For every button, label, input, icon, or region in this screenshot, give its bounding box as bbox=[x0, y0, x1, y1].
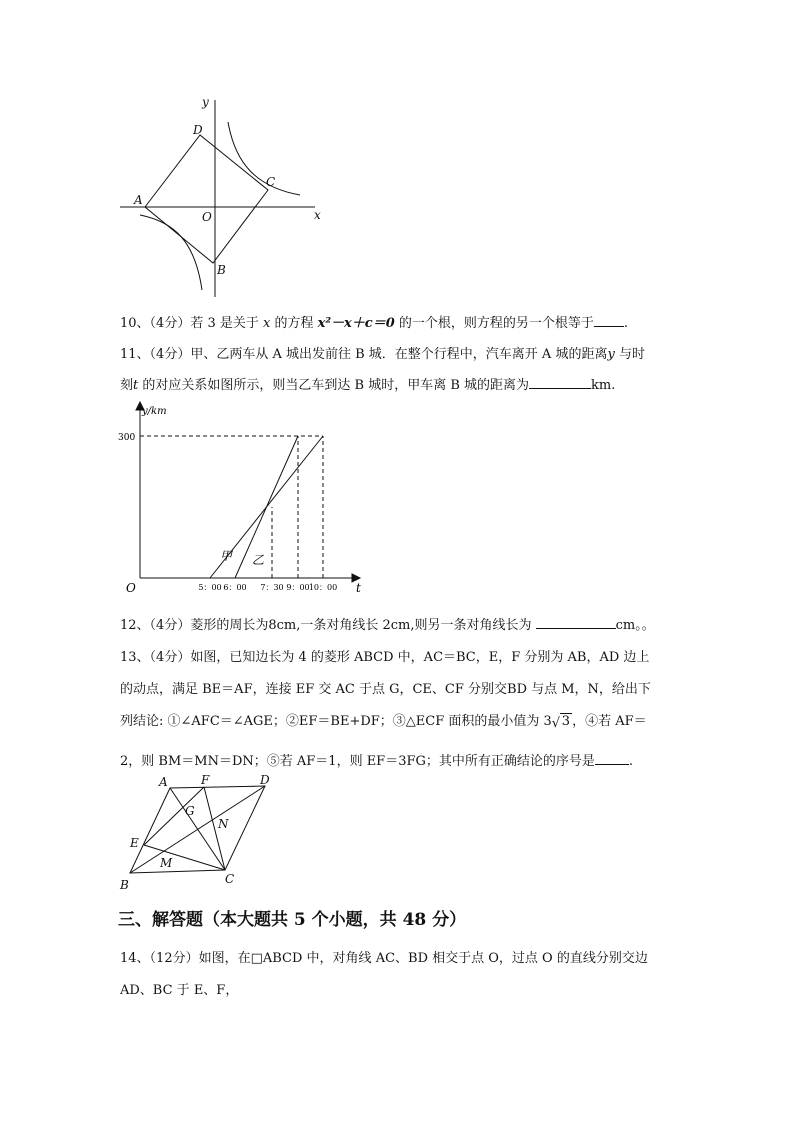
chart-x-label: t bbox=[356, 581, 361, 595]
chart-y-label: y/km bbox=[142, 406, 167, 417]
figure-coordinate-square bbox=[110, 92, 340, 304]
xtick-2: 7：30 bbox=[260, 583, 284, 592]
hyperbola-lower bbox=[140, 215, 202, 290]
question-10: 10、（4分）若 3 是关于 x 的方程 x²－x＋c＝0 的一个根，则方程的另一个根等于 . bbox=[120, 316, 629, 331]
label-d: D bbox=[193, 123, 203, 137]
question-13-line4: 2，则 BM＝MN＝DN；⑤若 AF＝1，则 EF＝3FG；其中所有正确结论的序号是 . bbox=[120, 754, 634, 769]
question-11-line1: 11、（4分）甲、乙两车从 A 城出发前往 B 城．在整个行程中，汽车离开 A 城的距离y 与时 bbox=[120, 347, 645, 362]
answer-blank[interactable] bbox=[594, 314, 624, 327]
answer-blank[interactable] bbox=[529, 376, 591, 389]
label-m: M bbox=[160, 856, 173, 870]
answer-blank[interactable] bbox=[536, 616, 616, 629]
label-a: A bbox=[159, 775, 168, 789]
label-o: O bbox=[202, 210, 212, 224]
label-c: C bbox=[225, 872, 235, 886]
label-a: A bbox=[134, 193, 143, 207]
chart-ytick-300: 300 bbox=[118, 433, 136, 443]
question-14-line1: 14、（12分）如图，在□ABCD 中，对角线 AC、BD 相交于点 O，过点 O 的直线分别交边 bbox=[120, 951, 648, 966]
series-line-yi bbox=[235, 436, 298, 578]
label-b: B bbox=[120, 878, 129, 892]
question-13-line1: 13、（4分）如图，已知边长为 4 的菱形 ABCD 中，AC＝BC，E，F 分别为 AB，AD 边上 bbox=[120, 650, 650, 665]
distance-time-chart bbox=[112, 400, 370, 600]
label-c: C bbox=[266, 175, 276, 189]
figure-rhombus bbox=[112, 770, 282, 894]
label-f: F bbox=[201, 773, 210, 787]
xtick-4: 10：00 bbox=[308, 583, 338, 592]
question-13-line3: 列结论: ①∠AFC＝∠AGE；②EF＝BE+DF；③△ECF 面积的最小值为 3 √ 3 ，④若 AF＝ bbox=[120, 714, 647, 731]
label-y: y bbox=[202, 95, 209, 109]
series-label-jia: 甲 bbox=[220, 549, 233, 563]
question-13-line2: 的动点，满足 BE＝AF，连接 EF 交 AC 于点 G，CE、CF 分别交BD 与点 M，N，给出下 bbox=[120, 682, 651, 697]
label-b: B bbox=[217, 263, 226, 277]
label-x: x bbox=[314, 208, 321, 222]
xtick-1: 6：00 bbox=[223, 583, 247, 592]
question-14-line2: AD、BC 于 E、F， bbox=[120, 983, 239, 998]
chart-origin: O bbox=[126, 581, 136, 595]
sqrt-symbol: √ 3 bbox=[551, 714, 571, 731]
answer-blank[interactable] bbox=[595, 752, 629, 765]
xtick-0: 5：00 bbox=[198, 583, 222, 592]
label-n: N bbox=[218, 817, 229, 831]
section-heading: 三、解答题（本大题共 5 个小题，共 48 分） bbox=[118, 910, 467, 930]
square-abcd bbox=[145, 135, 268, 263]
xtick-3: 9：00 bbox=[286, 583, 310, 592]
segment-ce bbox=[144, 845, 225, 870]
series-label-yi: 乙 bbox=[252, 553, 265, 567]
hyperbola-upper bbox=[228, 122, 300, 195]
question-12: 12、（4分）菱形的周长为8cm,一条对角线长 2cm,则另一条对角线长为 cm。。 bbox=[120, 618, 655, 633]
label-g: G bbox=[185, 804, 195, 818]
label-e: E bbox=[130, 836, 139, 850]
label-d: D bbox=[260, 773, 270, 787]
segment-ef bbox=[144, 787, 204, 845]
question-11-line2: 刻t 的对应关系如图所示，则当乙车到达 B 城时，甲车离 B 城的距离为 km. bbox=[120, 378, 616, 393]
